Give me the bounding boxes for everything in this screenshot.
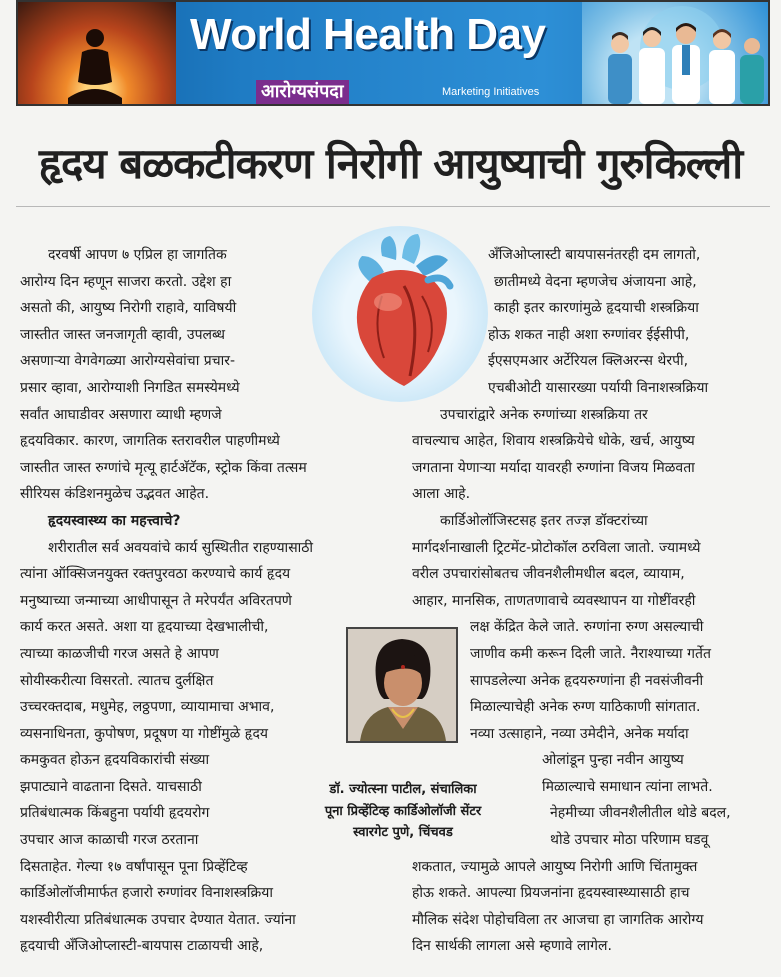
right-column-line: छातीमध्ये वेदना म्हणजेच अंजायना आहे, — [494, 273, 697, 290]
left-column-line: आरोग्य दिन म्हणून साजरा करतो. उद्देश हा — [20, 273, 232, 290]
right-column-line: सापडलेल्या अनेक हृदयरुग्णांना ही नवसंजीवनी — [470, 672, 704, 689]
right-column-line: मार्गदर्शनाखाली ट्रिटमेंट-प्रोटोकॉल ठरविला जातो. ज्यामध्ये — [412, 539, 701, 556]
banner-title: World Health Day — [190, 10, 546, 59]
right-column-line: मौलिक संदेश पोहोचविला तर आजचा हा जागतिक आरोग्य — [412, 911, 704, 928]
left-column-line: शरीरातील सर्व अवयवांचे कार्य सुस्थितीत राहण्यासाठी — [48, 539, 314, 556]
doctors-illustration — [582, 2, 768, 104]
left-column-line: मनुष्याच्या जन्माच्या आधीपासून ते मरेपर्यंत अविरतपणे — [20, 592, 292, 609]
marketing-tagline: Marketing Initiatives — [442, 86, 540, 98]
right-column-line: वरील उपचारांसोबतच जीवनशैलीमधील बदल, व्यायाम, — [412, 566, 685, 583]
headline-divider — [16, 206, 770, 207]
right-column-line: आहार, मानसिक, ताणतणावाचे व्यवस्थापन या गोष्टींवरही — [412, 592, 696, 609]
right-column-line: वाचल्याच आहेत, शिवाय शस्त्रक्रियेचे धोके, खर्च, आयुष्य — [412, 433, 695, 450]
left-column-line: दिसताहेत. गेल्या १७ वर्षांपासून पूना प्रिव्हेंटिव्ह — [20, 858, 248, 875]
left-column-line: प्रसार व्हावा, आरोग्याशी निगडित समस्येमध्ये — [20, 379, 240, 396]
world-health-day-banner — [16, 0, 770, 106]
left-column-line: कार्डिओलॉजीमार्फत हजारो रुग्णांवर विनाशस्त्रक्रिया — [20, 885, 274, 902]
brand-label: आरोग्यसंपदा — [256, 80, 349, 104]
left-column-line: सोयीस्करीत्या विसरतो. त्यातच दुर्लक्षित — [20, 672, 214, 689]
caption-center-name: पूना प्रिव्हेंटिव्ह कार्डिओलॉजी सेंटर — [324, 803, 482, 819]
left-column-line: सीरियस कंडिशनमुळेच उद्भवत आहेत. — [20, 486, 210, 503]
right-column-line: जगताना येणाऱ्या मर्यादा यावरही रुग्णांना विजय मिळवता — [412, 459, 695, 476]
left-column-line: प्रतिबंधात्मक किंबहुना पर्यायी हृदयरोग — [20, 805, 210, 822]
left-column-line: दरवर्षी आपण ७ एप्रिल हा जागतिक — [48, 247, 227, 263]
right-column-line: नेहमीच्या जीवनशैलीतील थोडे बदल, — [550, 805, 731, 822]
right-column-line: नव्या उत्साहाने, नव्या उमेदीने, अनेक मर्यादा — [470, 725, 689, 742]
left-column-line: हृदयविकार. कारण, जागतिक स्तरावरील पाहणीमध्ये — [20, 433, 280, 450]
right-column-line: काही इतर कारणांमुळे हृदयाची शस्त्रक्रिया — [494, 300, 699, 317]
right-column-line: जाणीव कमी करून दिली जाते. नैराश्याच्या गर्तेत — [470, 645, 711, 662]
left-column-line: असणाऱ्या वेगवेगळ्या आरोग्यसेवांचा प्रचार- — [20, 353, 236, 370]
right-column-line: एचबीओटी यासारख्या पर्यायी विनाशस्त्रक्रिया — [488, 379, 709, 396]
caption-doctor-name: डॉ. ज्योत्स्ना पाटील, संचालिका — [329, 782, 477, 797]
article-right-column — [412, 242, 731, 960]
left-column-line: असतो की, आयुष्य निरोगी राहावे, याविषयी — [20, 300, 237, 317]
right-column-line: लक्ष केंद्रित केले जाते. रुग्णांना रुग्ण असल्याची — [470, 619, 704, 636]
article-headline: हृदय बळकटीकरण निरोगी आयुष्याची गुरुकिल्ली — [38, 139, 743, 188]
right-column-line: मिळाल्याचेही अनेक रुग्ण याठिकाणी सांगतात. — [470, 699, 701, 716]
right-column-line: अँजिओप्लास्टी बायपासनंतरही दम लागतो, — [488, 247, 701, 263]
doctor-portrait-icon — [348, 629, 456, 741]
left-column-line: जास्तीत जास्त रुग्णांचे मृत्यू हार्टअ‍ॅटॅक, स्ट्रोक किंवा तत्सम — [20, 459, 307, 476]
doctors-group-icon — [582, 2, 768, 104]
right-column-line: होऊ शकत नाही अशा रुग्णांवर ईईसीपी, — [488, 326, 690, 343]
photo-caption — [283, 779, 523, 844]
meditation-sunset-image — [18, 2, 176, 104]
left-column-line: त्यांना ऑक्सिजनयुक्त रक्तपुरवठा करण्याचे कार्य हृदय — [20, 566, 291, 583]
meditating-person-icon — [68, 24, 122, 104]
left-column-line: सर्वांत आघाडीवर असणारा व्याधी म्हणजे — [20, 406, 222, 423]
doctor-photo — [346, 627, 458, 743]
left-column-line: जास्तीत जास्त जनजागृती व्हावी, उपलब्ध — [20, 326, 226, 343]
left-column-line: हृदयस्वास्थ्य का महत्त्वाचे? — [48, 512, 181, 529]
right-column-line: कार्डिओलॉजिस्टसह इतर तज्ज्ञ डॉक्टरांच्या — [440, 512, 648, 529]
right-column-line: मिळाल्याचे समाधान त्यांना लाभते. — [542, 778, 713, 795]
right-column-line: उपचारांद्वारे अनेक रुग्णांच्या शस्त्रक्रिया तर — [440, 406, 648, 423]
article-left-column — [20, 242, 313, 960]
left-column-line: झपाट्याने वाढताना दिसते. याचसाठी — [20, 778, 202, 795]
left-column-line: त्याच्या काळजीची गरज असते हे आपण — [20, 645, 219, 662]
right-column-line: आला आहे. — [412, 486, 471, 503]
left-column-line: कमकुवत होऊन हृदयविकारांची संख्या — [20, 752, 210, 769]
left-column-line: उपचार आज काळाची गरज ठरताना — [20, 832, 199, 849]
right-column-line: ओलांडून पुन्हा नवीन आयुष्य — [542, 752, 684, 769]
left-column-line: कार्य करत असते. अशा या हृदयाच्या देखभालीची, — [20, 619, 269, 636]
left-column-line: यशस्वीरीत्या प्रतिबंधात्मक उपचार देण्यात येतात. ज्यांना — [20, 911, 296, 928]
right-column-line: दिन सार्थकी लागला असे म्हणावे लागेल. — [412, 938, 612, 955]
caption-location: स्वारगेट पुणे, चिंचवड — [353, 825, 453, 840]
right-column-line: होऊ शकते. आपल्या प्रियजनांना हृदयस्वास्थ्यासाठी हाच — [412, 885, 690, 902]
right-column-line: थोडे उपचार मोठा परिणाम घडवू — [550, 832, 709, 849]
left-column-line: व्यसनाधिनता, कुपोषण, प्रदूषण या गोष्टींमुळे हृदय — [20, 725, 269, 742]
right-column-line: ईएसएमआर अर्टेरियल क्लिअरन्स थेरपी, — [488, 353, 689, 370]
left-column-line: उच्चरक्तदाब, मधुमेह, लठ्ठपणा, व्यायामाचा अभाव, — [20, 699, 275, 716]
left-column-line: हृदयाची अँजिओप्लास्टी-बायपास टाळायची आहे, — [20, 938, 264, 955]
right-column-line: शकतात, ज्यामुळे आपले आयुष्य निरोगी आणि चिंतामुक्त — [412, 858, 698, 875]
